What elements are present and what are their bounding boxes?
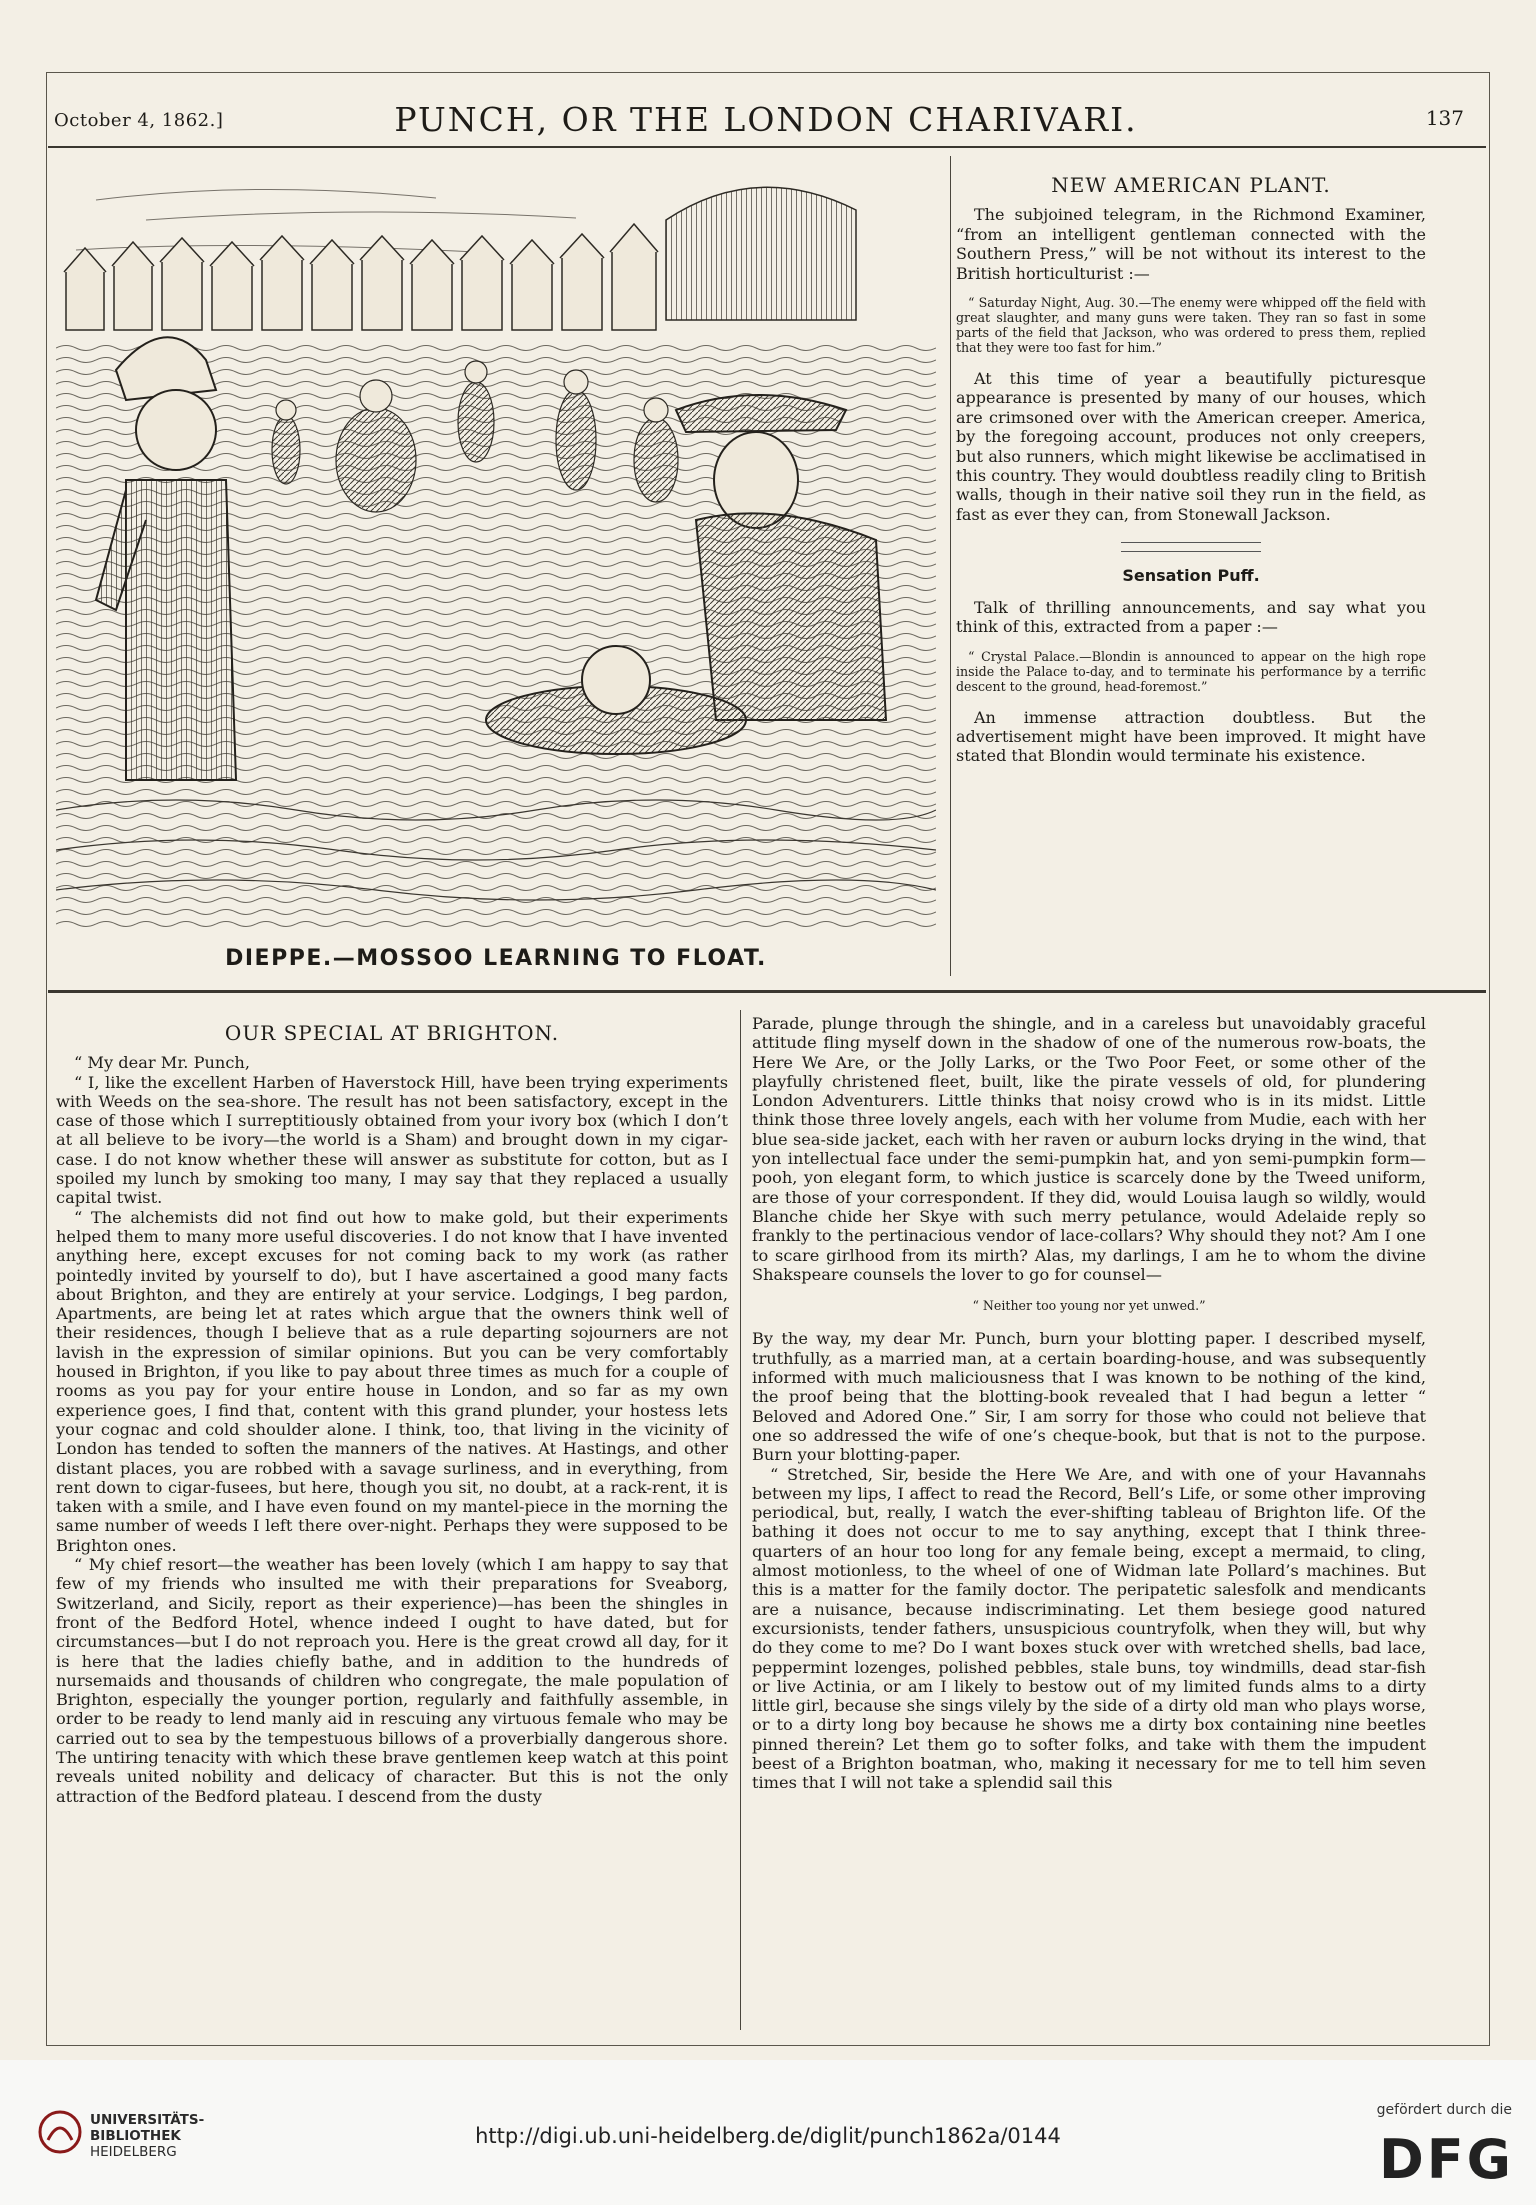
- issue-date: October 4, 1862.]: [54, 110, 224, 131]
- paragraph: “ Stretched, Sir, beside the Here We Are, and with one of your Havannahs between my lips, I affect to read the Record, Bell’s Life, or some other improving periodical, but, really, I watch the ever-shifting tableau of Brighton life. Of the bathing it does not occur to me to say anything, except that I think three-quarters of an hour too long for any female being, except a mermaid, to cling, almost motionless, to the wheel of one of Widman late Pollard’s machines. But this is a matter for the family doctor. The peripatetic salesfolk and mendicants are a nuisance, because indiscriminating. Let them besiege good natured excursionists, tender fathers, unsuspicious countryfolk, when they will, but why do they come to me? Do I want boxes stuck over with wretched shells, bad lace, peppermint lozenges, polished pebbles, stale buns, toy windmills, dead star-fish or live Actinia, or am I likely to bestow out of my limited funds alms to a dirty little girl, because she sings vilely by the side of a dirty old man who plays worse, or to a dirty long boy because he shows me a dirty box containing nine beetles pinned therein? Let them go to softer folks, and take with them the impudent beest of a Brighton boatman, who, making it necessary for me to tell him seven times that I will not take a splendid sail this: [752, 1464, 1426, 1793]
- pavilion: [666, 187, 856, 320]
- separator-rule: [1121, 542, 1261, 543]
- middle-column: [752, 1014, 1426, 1793]
- source-url-link[interactable]: http://digi.ub.uni-heidelberg.de/diglit/punch1862a/0144: [475, 2124, 1061, 2148]
- paragraph: By the way, my dear Mr. Punch, burn your blotting paper. I described myself, truthfully, as a married man, at a certain boarding-house, and was subsequently informed with much maliciousness that I was known to be nothing of the kind, the proof being that the blotting-book revealed that I had begun a letter “ Beloved and Adored One.” Sir, I am sorry for those who could not believe that one so addressed the wife of one’s cheque-book, but that is not to the purpose. Burn your blotting-paper.: [752, 1329, 1426, 1465]
- paragraph: Talk of thrilling announcements, and say what you think of this, extracted from a paper :—: [956, 597, 1426, 637]
- article-heading-brighton: OUR SPECIAL AT BRIGHTON.: [224, 1021, 560, 1045]
- quote-line: “ Neither too young nor yet unwed.”: [972, 1298, 1206, 1314]
- separator-rule: [1121, 551, 1261, 552]
- dfg-logo-icon: DFG: [1378, 2128, 1514, 2191]
- funding-note: gefördert durch die: [1376, 2102, 1512, 2118]
- article-heading-sensation-puff: Sensation Puff.: [1122, 566, 1260, 586]
- top-column-divider: [950, 156, 951, 976]
- article-heading-american-plant: NEW AMERICAN PLANT.: [1051, 173, 1331, 197]
- digitization-footer: [0, 2060, 1536, 2205]
- institution-line: BIBLIOTHEK: [90, 2128, 181, 2144]
- bottom-column-divider: [740, 1010, 741, 2030]
- paragraph: The subjoined telegram, in the Richmond Examiner, “from an intelligent gentleman connected with the Southern Press,” will be not without its interest to the British horticulturist :—: [956, 205, 1426, 283]
- section-rule: [48, 990, 1486, 993]
- masthead-title: PUNCH, OR THE LONDON CHARIVARI.: [394, 100, 1138, 139]
- salutation: “ My dear Mr. Punch,: [74, 1053, 250, 1073]
- sky-lines: [76, 189, 576, 252]
- institution-line: UNIVERSITÄTS-: [90, 2112, 205, 2128]
- paragraph: An immense attraction doubtless. But the advertisement might have been improved. It might have stated that Blondin would terminate his existence.: [956, 707, 1426, 766]
- quote-block: “ Crystal Palace.—Blondin is announced to appear on the high rope inside the Palace to-day, and to terminate his performance by a terrific descent to the ground, head-foremost.”: [956, 648, 1426, 694]
- header-rule: [48, 146, 1486, 148]
- paragraph: “ My chief resort—the weather has been lovely (which I am happy to say that few of my friends who insulted me with their preparations for Sveaborg, Switzerland, and Sicily, report as their experience)—has been the shingles in front of the Bedford Hotel, whence indeed I ought to have dated, but for circumstances—but I do not reproach you. Here is the great crowd all day, for it is here that the ladies chiefly bathe, and in addition to the hundreds of nursemaids and thousands of children who congregate, the male population of Brighton, especially the younger portion, regularly and faithfully assemble, in order to be ready to lend manly aid in rescuing any virtuous female who may be carried out to sea by the tempestuous billows of a proverbially dangerous shore. The untiring tenacity with which these brave gentlemen keep watch at this point reveals united nobility and delicacy of character. But this is not the only attraction of the Bedford plateau. I descend from the dusty: [56, 1555, 728, 1806]
- page-number: 137: [1425, 106, 1464, 130]
- paragraph: At this time of year a beautifully picturesque appearance is presented by many of our houses, which are crimsoned over with the American creeper. America, by the foregoing account, produces not only creepers, but also runners, which might likewise be acclimatised in this country. They would doubtless readily cling to British walls, though in their native soil they run in the field, as fast as ever they can, from Stonewall Jackson.: [956, 369, 1426, 524]
- paragraph: Parade, plunge through the shingle, and in a careless but unavoidably graceful attitude fling myself down in the shadow of one of the numerous row-boats, the Here We Are, or the Jolly Larks, or the Two Poor Feet, or some other of the playfully christened fleet, built, like the pirate vessels of old, for plundering London Adventurers. Little thinks that noisy crowd who is in its midst. Little think those three lovely angels, each with her volume from Mudie, each with her blue sea-side jacket, each with her raven or auburn locks drying in the wind, that yon intellectual face under the semi-pumpkin hat, and yon semi-pumpkin form—pooh, yon elegant form, to which justice is scarcely done by the Tweed uniform, are those of your correspondent. If they did, would Louisa laugh so wildly, would Blanche chide her Skye with such merry petulance, would Adelaide reply so frankly to the pertinacious vendor of lace-collars? Why should they not? Am I one to scare girlhood from its mirth? Alas, my darlings, I am he to whom the divine Shakspeare counsels the lover to go for counsel—: [752, 1014, 1426, 1284]
- bathing-machines: [64, 224, 658, 330]
- right-column: [956, 173, 1426, 766]
- illustration-caption: DIEPPE.—MOSSOO LEARNING TO FLOAT.: [225, 946, 767, 971]
- paragraph: “ I, like the excellent Harben of Haverstock Hill, have been trying experiments with Weeds on the sea-shore. The result has not been satisfactory, except in the case of those which I surreptitiously obtained from your ivory box (which I don’t at all believe to be ivory—the world is a Sham) and brought down in my cigar-case. I do not know whether these will answer as substitute for cotton, but as I spoiled my lunch by smoking too many, I may say that they replaced a usually capital twist.: [56, 1072, 728, 1208]
- paragraph: “ The alchemists did not find out how to make gold, but their experiments helped them to many more useful discoveries. I do not know that I have invented anything here, except excuses for not coming back to my work (as rather pointedly invited by yourself to do), but I have ascertained a good many facts about Brighton, and they are entirely at your service. Lodgings, I beg pardon, Apartments, are being let at rates which argue that the owners think well of their residences, though I believe that as a rule departing sojourners are not lavish in the expression of similar opinions. But you can be very comfortably housed in Brighton, if you like to pay about three times as much for a couple of rooms as you pay for your entire house in London, and so far as my own experience goes, I find that, content with this grand plunder, your hostess lets your cognac and cold shoulder alone. I think, too, that living in the vicinity of London has tended to soften the manners of the natives. At Hastings, and other distant places, you are robbed with a savage surliness, and in everything, from rent down to cigar-fusees, but here, though you sit, no doubt, at a rack-rent, it is taken with a smile, and I have even found on my mantel-piece in the morning the same number of weeds I left there over-night. Perhaps they were supposed to be Brighton ones.: [56, 1207, 728, 1555]
- left-column: [56, 1021, 728, 1806]
- engraving-illustration: [56, 160, 936, 930]
- quote-block: “ Saturday Night, Aug. 30.—The enemy were whipped off the field with great slaughter, and many guns were taken. They ran so fast in some parts of the field that Jackson, who was ordered to press them, replied that they were too fast for him.”: [956, 295, 1426, 356]
- institution-line: HEIDELBERG: [90, 2144, 177, 2160]
- page-header: [46, 100, 1486, 140]
